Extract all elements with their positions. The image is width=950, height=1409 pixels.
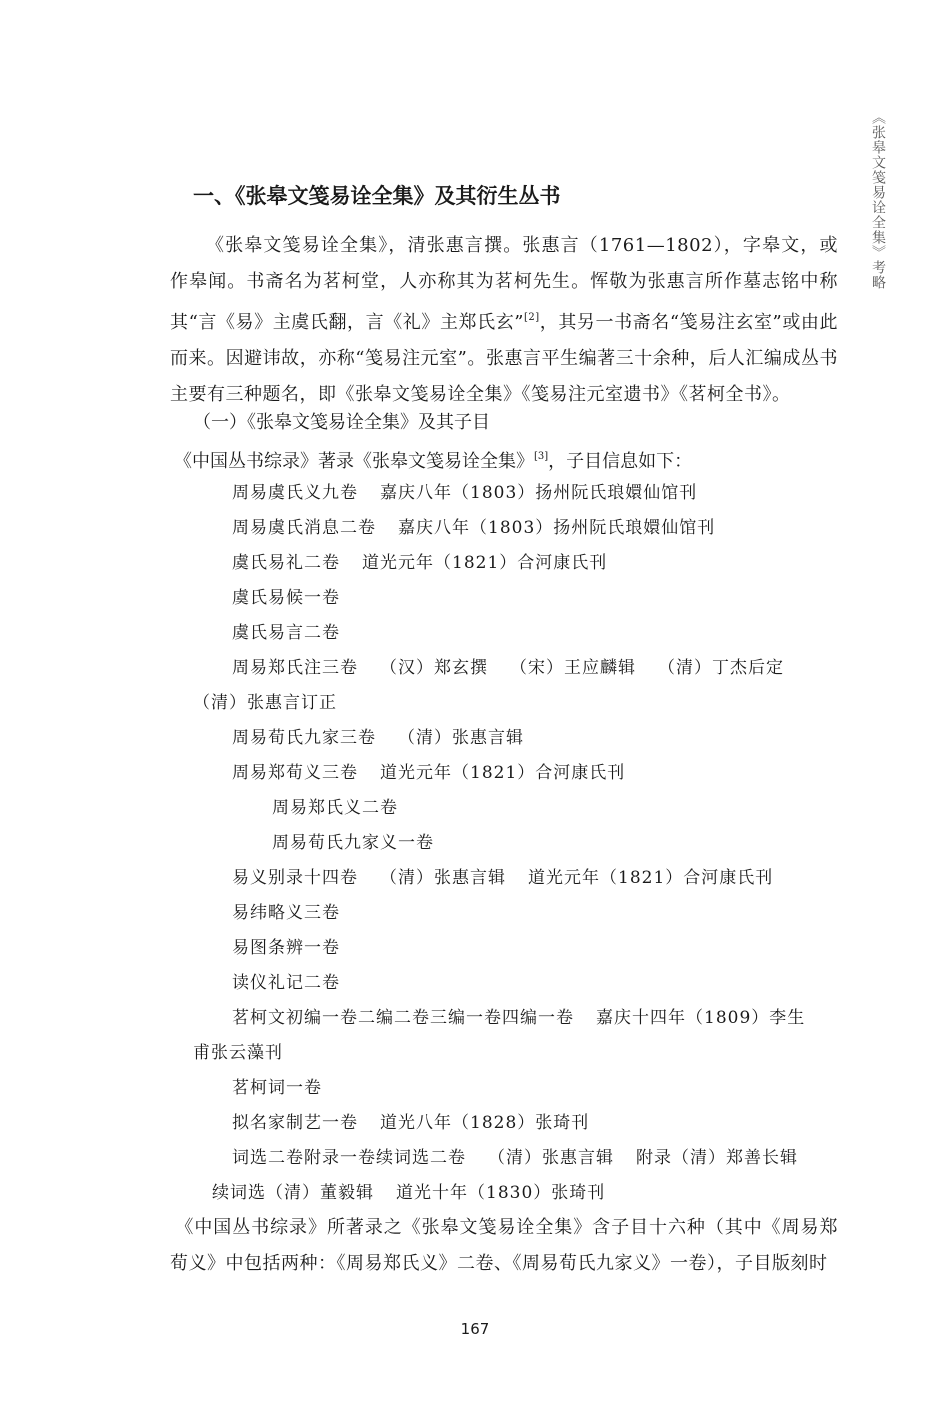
list-item (232, 723, 524, 753)
list-item (232, 618, 340, 648)
list-item (232, 548, 607, 578)
entry-title: 虞氏易候一卷 (232, 588, 340, 608)
list-item (232, 758, 625, 788)
entry-edition: 嘉庆八年（1803）扬州阮氏琅嬛仙馆刊 (380, 483, 698, 503)
entry-title: 茗柯词一卷 (232, 1078, 322, 1098)
entry-edition: 道光八年（1828）张琦刊 (380, 1113, 590, 1133)
subsection-title: （一）《张皋文笺易诠全集》及其子目 (193, 412, 490, 433)
entry-title: 易纬略义三卷 (232, 903, 340, 923)
entry-reviser: （清）张惠言订正 (193, 693, 337, 713)
entry-title: 虞氏易礼二卷 (232, 553, 340, 573)
catalog-intro-text-b: ，子目信息如下： (548, 451, 693, 472)
running-head: 《张皋文笺易诠全集》考略 (870, 110, 886, 290)
entry-compiler: （宋）王应麟辑 (510, 658, 636, 678)
list-item-continuation (212, 1178, 605, 1208)
entry-author: （清）张惠言辑 (398, 728, 524, 748)
page-number: 167 (460, 1320, 490, 1338)
catalog-intro (174, 442, 692, 477)
entry-edition: 道光元年（1821）合河康氏刊 (528, 868, 774, 888)
list-item (232, 478, 697, 508)
list-item (232, 933, 340, 963)
list-subitem (272, 793, 398, 823)
entry-title: 周易郑氏注三卷 (232, 658, 358, 678)
entry-edition: 嘉庆八年（1803）扬州阮氏琅嬛仙馆刊 (398, 518, 716, 538)
list-item (232, 968, 340, 998)
intro-text-a: 《张皋文笺易诠全集》，清张惠言撰。张惠言（1761—1802），字皋文，或作皋闻。书斋名为茗柯堂，人亦称其为茗柯先生。恽敬为张惠言所作墓志铭中称其“言《易》主虞氏翻，言《礼》主郑氏玄” (170, 235, 838, 333)
footnote-ref-2[interactable]: [2] (524, 312, 540, 323)
footnote-ref-3[interactable]: [3] (534, 451, 549, 462)
entry-title: 周易荀氏九家三卷 (232, 728, 376, 748)
entry-sequel-compiler: 续词选（清）董毅辑 (212, 1183, 374, 1203)
entry-title: 易图条辨一卷 (232, 938, 340, 958)
entry-author: （清）张惠言辑 (488, 1148, 614, 1168)
entry-title: 读仪礼记二卷 (232, 973, 340, 993)
entry-title: 拟名家制艺一卷 (232, 1113, 358, 1133)
section-title: 一、《张皋文笺易诠全集》及其衍生丛书 (193, 184, 561, 208)
list-item (232, 1003, 805, 1033)
entry-title: 周易郑荀义三卷 (232, 763, 358, 783)
list-subitem (272, 828, 434, 858)
catalog-intro-text-a: 《中国丛书综录》著录《张皋文笺易诠全集》 (174, 451, 534, 472)
list-item (232, 653, 784, 683)
entry-edition: 道光十年（1830）张琦刊 (396, 1183, 606, 1203)
intro-text-b: ，其另一书斋名“笺易注玄室”或由此而来。因避讳故，亦称“笺易注元室”。张惠言平生编著三十余种，后人汇编成丛书主要有三种题名，即《张皋文笺易诠全集》《笺易注元室遗书》《茗柯全书》。 (170, 312, 838, 405)
entry-title: 周易荀氏九家义一卷 (272, 833, 434, 853)
closing-paragraph: 《中国丛书综录》所著录之《张皋文笺易诠全集》含子目十六种（其中《周易郑荀义》中包括两种：《周易郑氏义》二卷、《周易荀氏九家义》一卷），子目版刻时 (170, 1217, 838, 1274)
entry-editor: （清）丁杰后定 (658, 658, 784, 678)
entry-author: （汉）郑玄撰 (380, 658, 488, 678)
list-item-continuation (193, 1038, 283, 1068)
list-item (232, 1143, 798, 1173)
entry-title: 词选二卷附录一卷续词选二卷 (232, 1148, 466, 1168)
list-item (232, 583, 340, 613)
entry-title: 周易虞氏义九卷 (232, 483, 358, 503)
entry-author: （清）张惠言辑 (380, 868, 506, 888)
entry-title: 茗柯文初编一卷二编二卷三编一卷四编一卷 (232, 1008, 574, 1028)
list-item (232, 1108, 589, 1138)
entry-title: 周易郑氏义二卷 (272, 798, 398, 818)
entry-edition-cont: 甫张云藻刊 (193, 1043, 283, 1063)
list-item (232, 863, 773, 893)
entry-title: 易义别录十四卷 (232, 868, 358, 888)
entry-edition: 嘉庆十四年（1809）李生 (596, 1008, 806, 1028)
entry-title: 虞氏易言二卷 (232, 623, 340, 643)
list-item-continuation (193, 688, 337, 718)
entry-edition: 道光元年（1821）合河康氏刊 (362, 553, 608, 573)
intro-paragraph (170, 228, 838, 413)
entry-title: 周易虞氏消息二卷 (232, 518, 376, 538)
list-item (232, 898, 340, 928)
entry-appendix-compiler: 附录（清）郑善长辑 (636, 1148, 798, 1168)
entry-edition: 道光元年（1821）合河康氏刊 (380, 763, 626, 783)
list-item (232, 1073, 322, 1103)
list-item (232, 513, 715, 543)
